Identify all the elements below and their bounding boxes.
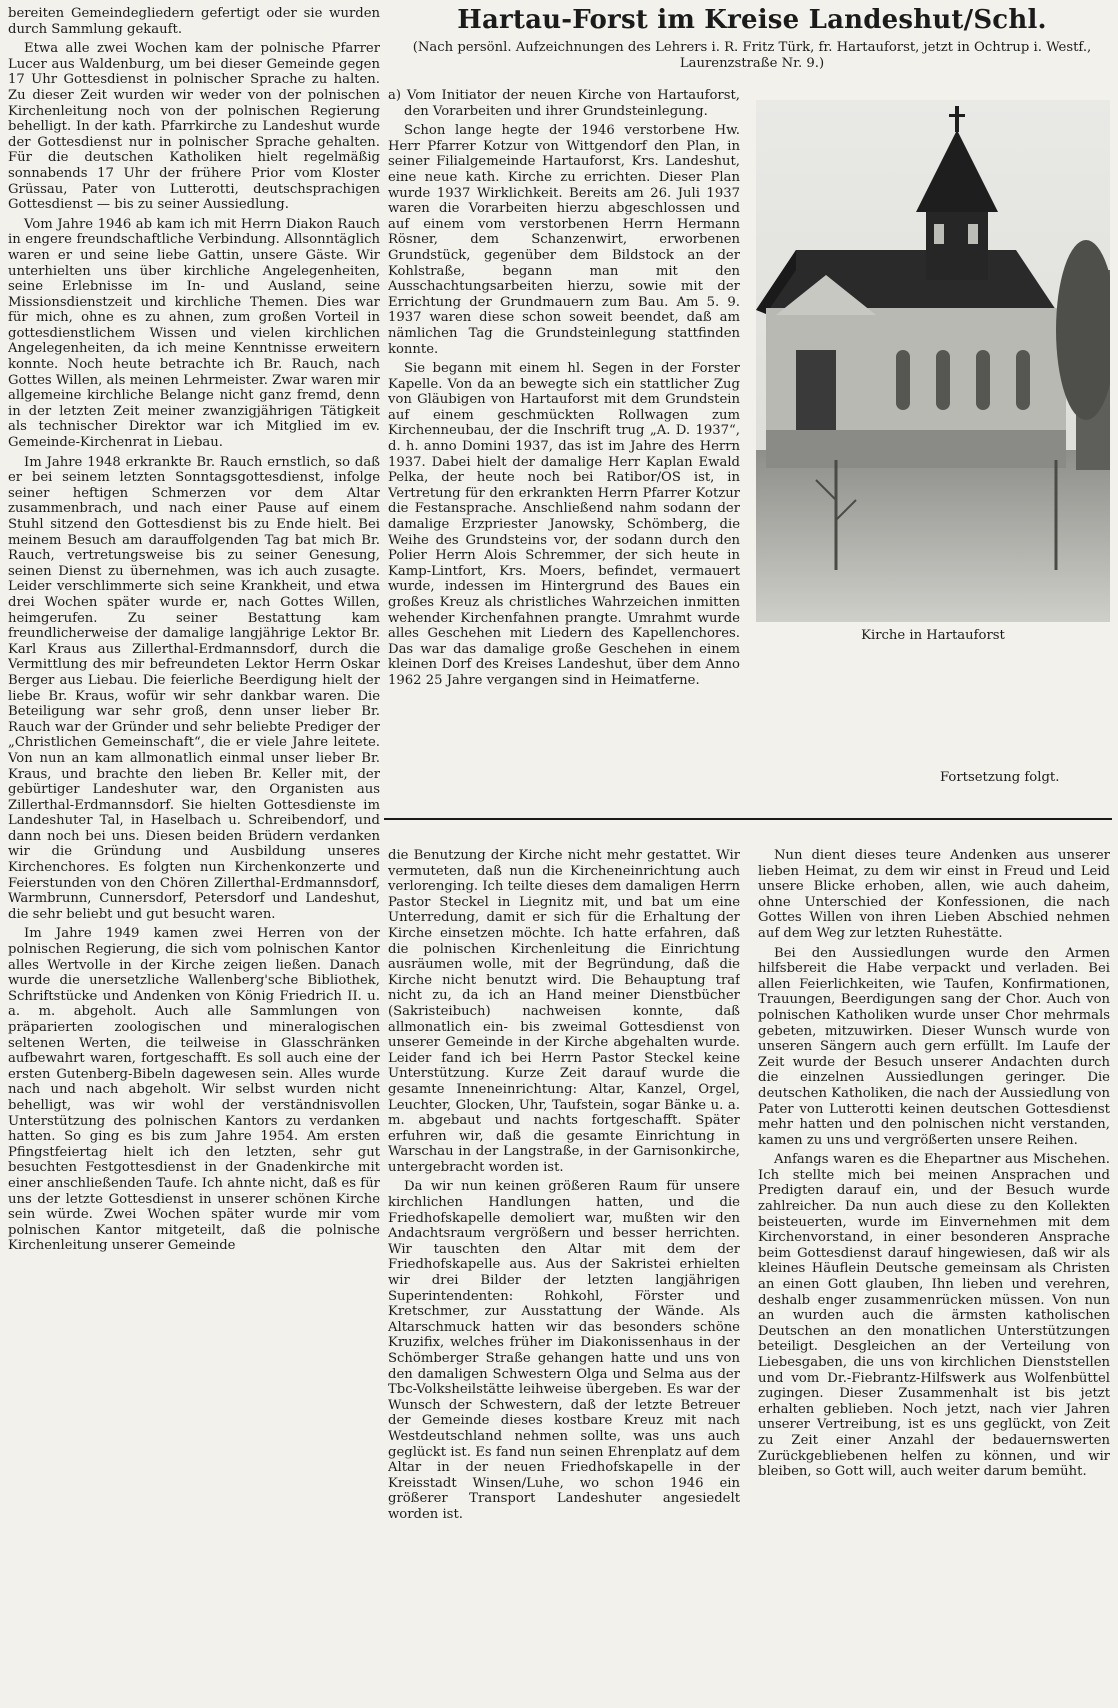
section-divider [384,818,1112,820]
paragraph: Sie begann mit einem hl. Segen in der Forster Kapelle. Von da an bewegte sich ein stattlicher Zug von Gläubigen von Hartauforst mit dem Grundstein auf einem geschmückten Rollwagen zum Kirchenneubau, der die Inschrift trug „A. D. 1937“, d. h. anno Domini 1937, das ist im Jahre des Herrn 1937. Dabei hielt der damalige Herr Kaplan Ewald Pelka, der heute noch bei Ratibor/OS ist, in Vertretung für den erkrankten Herrn Pfarrer Kotzur die Festansprache. Anschließend nahm sodann der damalige Erzpriester Janowsky, Schömberg, die Weihe des Grundsteins vor, der sodann durch den Polier Herrn Alois Schremmer, der sich heute in Kamp-Lintfort, Krs. Moers, befindet, vermauert wurde, indessen im Hintergrund des Baues ein großes Kreuz als christliches Wahrzeichen inmitten wehender Kirchenfahnen prangte. Umrahmt wurde alles Geschehen mit Liedern des Kapellenchores. Das war das damalige große Geschehen in einem kleinen Dorf des Kreises Landeshut, über dem Anno 1962 25 Jahre vergangen sind in Heimatferne. [388,361,740,688]
bottom-right-column [758,848,1110,1704]
paragraph: Vom Jahre 1946 ab kam ich mit Herrn Diakon Rauch in engere freundschaftliche Verbindung. Allsonntäglich waren er und seine liebe Gattin, unsere Gäste. Wir unterhielten uns über kirchliche Angelegenheiten, seine Erlebnisse im In- und Ausland, seine Missionsdienstzeit und kirchliche Themen. Dies war für mich, ohne es zu ahnen, zum großen Vorteil in gottesdienstlichem Wissen und vielen kirchlichen Angelegenheiten, da ich meine Kenntnisse erweitern konnte. Noch heute betrachte ich Br. Rauch, nach Gottes Willen, als meinen Lehrmeister. Zwar waren mir allgemeine kirchliche Belange nicht ganz fremd, denn in der letzten Zeit meiner zwanzigjährigen Tätigkeit als technischer Direktor war ich Mitglied im ev. Gemeinde-Kirchenrat in Liebau. [8,216,380,451]
continuation-note: Fortsetzung folgt. [940,770,1060,785]
paragraph: Nun dient dieses teure Andenken aus unserer lieben Heimat, zu dem wir einst in Freud und Leid unsere Blicke erhoben, allen, wie auch daheim, ohne Unterschied der Konfessionen, die nach Gottes Willen von ihren Lieben Abschied nehmen auf dem Weg zur letzten Ruhestätte. [758,848,1110,941]
church-illustration [756,100,1110,622]
left-column [8,6,380,1704]
paragraph: Da wir nun keinen größeren Raum für unsere kirchlichen Handlungen hatten, und die Friedhofskapelle demoliert war, mußten wir den Andachtsraum vergrößern und besser herrichten. Wir tauschten den Altar mit dem der Friedhofskapelle aus. Aus der Sakristei erhielten wir drei Bilder der letzten langjährigen Superintendenten: Rohkohl, Förster und Kretschmer, zur Ausstattung der Wände. Als Altarschmuck hatten wir das besonders schöne Kruzifix, welches früher im Diakonissenhaus in der Schömberger Straße gehangen hatte und uns von den damaligen Schwestern Olga und Selma aus der Tbc-Volksheilstätte leihweise übergeben. Es war der Wunsch der Schwestern, daß der letzte Betreuer der Gemeinde dieses kostbare Kreuz mit nach Westdeutschland nehmen sollte, was uns auch geglückt ist. Es fand nun seinen Ehrenplatz auf dem Altar in der neuen Friedhofskapelle in der Kreisstadt Winsen/Luhe, wo schon 1946 ein größerer Transport Landeshuter angesiedelt worden ist. [388,1179,740,1522]
article-title: Hartau-Forst im Kreise Landeshut/Schl. [457,5,1047,35]
paragraph: die Benutzung der Kirche nicht mehr gestattet. Wir vermuteten, daß nun die Kircheneinrichtung auch verlorenging. Ich teilte dieses dem damaligen Herrn Pastor Steckel in Liegnitz mit, und bat um eine Unterredung, damit er sich für die Erhaltung der Kirche einsetzen möchte. Ich hatte erfahren, daß die polnischen Kirchenleitung die Einrichtung ausräumen wolle, mit der Begründung, daß die Kirche nicht benutzt wird. Die Behauptung traf nicht zu, da ich an Hand meiner Dienstbücher (Sakristeibuch) nachweisen konnte, daß allmonatlich ein- bis zweimal Gottesdienst von unserer Gemeinde in der Kirche abgehalten wurde. Leider fand ich bei Herrn Pastor Steckel keine Unterstützung. Kurze Zeit darauf wurde die gesamte Inneneinrichtung: Altar, Kanzel, Orgel, Leuchter, Glocken, Uhr, Taufstein, sogar Bänke u. a. m. abgebaut und nachts fortgeschafft. Später erfuhren wir, daß die gesamte Einrichtung in Warschau in der Langstraße, in der Garnisonkirche, untergebracht worden ist. [388,848,740,1175]
article-byline: (Nach persönl. Aufzeichnungen des Lehrers i. R. Fritz Türk, fr. Hartauforst, jetzt in Ochtrup i. Westf., Laurenzstraße Nr. 9.) [412,40,1092,71]
paragraph: Schon lange hegte der 1946 verstorbene Hw. Herr Pfarrer Kotzur von Wittgendorf den Plan, in seiner Filialgemeinde Hartauforst, Krs. Landeshut, eine neue kath. Kirche zu errichten. Dieser Plan wurde 1937 Wirklichkeit. Bereits am 26. Juli 1937 waren die Vorarbeiten hierzu abgeschlossen und auf einem vom verstorbenen Herrn Hermann Rösner, dem Schanzenwirt, erworbenen Grundstück, gegenüber dem Bildstock an der Kohlstraße, begann man mit den Ausschachtungsarbeiten hierzu, sowie mit der Errichtung der Grundmauern zum Bau. Am 5. 9. 1937 waren diese schon soweit beendet, daß am nämlichen Tag die Grundsteinlegung stattfinden konnte. [388,123,740,357]
church-photo [756,100,1110,622]
section-heading: a) Vom Initiator der neuen Kirche von Hartauforst, den Vorarbeiten und ihrer Grundsteinlegung. [388,88,740,119]
paragraph: bereiten Gemeindegliedern gefertigt oder sie wurden durch Sammlung gekauft. [8,6,380,37]
bottom-middle-column [388,848,740,1704]
paragraph: Etwa alle zwei Wochen kam der polnische Pfarrer Lucer aus Waldenburg, um bei dieser Gemeinde gegen 17 Uhr Gottesdienst in polnischer Sprache zu halten. Zu dieser Zeit wurden wir weder von der polnischen Kirchenleitung noch von der polnischen Regierung behelligt. In der kath. Pfarrkirche zu Landeshut wurde der Gottesdienst nur in polnischer Sprache gehalten. Für die deutschen Katholiken hielt regelmäßig sonnabends 17 Uhr der frühere Prior vom Kloster Grüssau, Pater von Lutterotti, deutschsprachigen Gottesdienst — bis zu seiner Aussiedlung. [8,41,380,213]
paragraph: Bei den Aussiedlungen wurde den Armen hilfsbereit die Habe verpackt und verladen. Bei allen Feierlichkeiten, wie Taufen, Konfirmationen, Trauungen, Beerdigungen sang der Chor. Auch von polnischen Katholiken wurde unser Chor mehrmals gebeten, mitzuwirken. Dieser Wunsch wurde von unseren Sängern auch gern erfüllt. Im Laufe der Zeit wurde der Besuch unserer Andachten durch die einzelnen Aussiedlungen geringer. Die deutschen Katholiken, die nach der Aussiedlung von Pater von Lutterotti keinen deutschen Gottesdienst mehr hatten und den polnischen nicht verstanden, kamen zu uns und vergrößerten unsere Reihen. [758,945,1110,1148]
paragraph: Anfangs waren es die Ehepartner aus Mischehen. Ich stellte mich bei meinen Ansprachen und Predigten darauf ein, und der Besuch wurde zahlreicher. Da nun auch diese zu den Kollekten beisteuerten, wurde im Einvernehmen mit dem Kirchenvorstand, in einer besonderen Ansprache beim Gottesdienst darauf hingewiesen, daß wir als kleines Häuflein Deutsche gemeinsam als Christen an einen Gott glauben, Ihn lieben und verehren, deshalb enger zusammenrücken müssen. Von nun an wurden auch die ärmsten katholischen Deutschen an den monatlichen Unterstützungen beteiligt. Desgleichen an der Verteilung von Liebesgaben, die uns von kirchlichen Dienststellen und vom Dr.-Fiebrantz-Hilfswerk aus Wolfenbüttel zugingen. Dieser Zusammenhalt ist bis jetzt erhalten geblieben. Noch jetzt, nach vier Jahren unserer Vertreibung, ist es uns geglückt, von Zeit zu Zeit einer Anzahl der bedauernswerten Zurückgebliebenen helfen zu können, und wir bleiben, so Gott will, auch weiter darum bemüht. [758,1152,1110,1480]
photo-caption: Kirche in Hartauforst [861,628,1005,643]
paragraph: Im Jahre 1949 kamen zwei Herren von der polnischen Regierung, die sich vom polnischen Kantor alles Wertvolle in der Kirche zeigen ließen. Danach wurde die unersetzliche Wallenberg'sche Bibliothek, Schriftstücke und Andenken von König Friedrich II. u. a. m. abgeholt. Auch alle Sammlungen von präparierten zoologischen und mineralogischen seltenen Werten, die teilweise in Glasschränken aufbewahrt waren, fortgeschafft. Es soll auch eine der ersten Gutenberg-Bibeln dagewesen sein. Alles wurde nach und nach abgeholt. Wir selbst wurden nicht behelligt, was wir wohl der verständnisvollen Unterstützung des polnischen Kantors zu verdanken hatten. So ging es bis zum Jahre 1954. Am ersten Pfingstfeiertag hielt ich den letzten, sehr gut besuchten Festgottesdienst in der Gnadenkirche mit einer anschließenden Taufe. Ich ahnte nicht, daß es für uns der letzte Gottesdienst in unserer schönen Kirche sein würde. Zwei Wochen später wurde mir vom polnischen Kantor mitgeteilt, daß die polnische Kirchenleitung unserer Gemeinde [8,926,380,1254]
paragraph: Im Jahre 1948 erkrankte Br. Rauch ernstlich, so daß er bei seinem letzten Sonntagsgottesdienst, infolge seiner heftigen Schmerzen vor dem Altar zusammenbrach, und nach einer Pause auf einem Stuhl sitzend den Gottesdienst bis zu Ende hielt. Bei meinem Besuch am darauffolgenden Tag bat mich Br. Rauch, vertretungsweise bis zu seiner Genesung, seinen Dienst zu übernehmen, was ich auch zusagte. Leider verschlimmerte sich seine Krankheit, und etwa drei Wochen später wurde er, nach Gottes Willen, heimgerufen. Zu seiner Bestattung kam freundlicherweise der damalige langjährige Lektor Br. Karl Kraus aus Zillerthal-Erdmannsdorf, durch die Vermittlung des mir befreundeten Lektor Herrn Oskar Berger aus Liebau. Die feierliche Beerdigung hielt der liebe Br. Kraus, wofür wir sehr dankbar waren. Die Beteiligung war sehr groß, denn unser lieber Br. Rauch war der Gründer und sehr beliebte Prediger der „Christlichen Gemeinschaft“, die er viele Jahre leitete. Von nun an kam allmonatlich einmal unser lieber Br. Kraus, und brachte den lieben Br. Keller mit, der gebürtiger Landeshuter war, den Organisten aus Zillerthal-Erdmannsdorf. Sie hielten Gottesdienste im Landeshuter Tal, in Haselbach u. Schreibendorf, und dann noch bei uns. Diesen beiden Brüdern verdanken wir die Gründung und Ausbildung unseres Kirchenchores. Es folgten nun Kirchenkonzerte und Feierstunden von den Chören Zillerthal-Erdmannsdorf, Warmbrunn, Cunnersdorf, Petersdorf und Landeshut, die sehr beliebt und gut besucht waren. [8,454,380,922]
article-column [388,88,740,794]
